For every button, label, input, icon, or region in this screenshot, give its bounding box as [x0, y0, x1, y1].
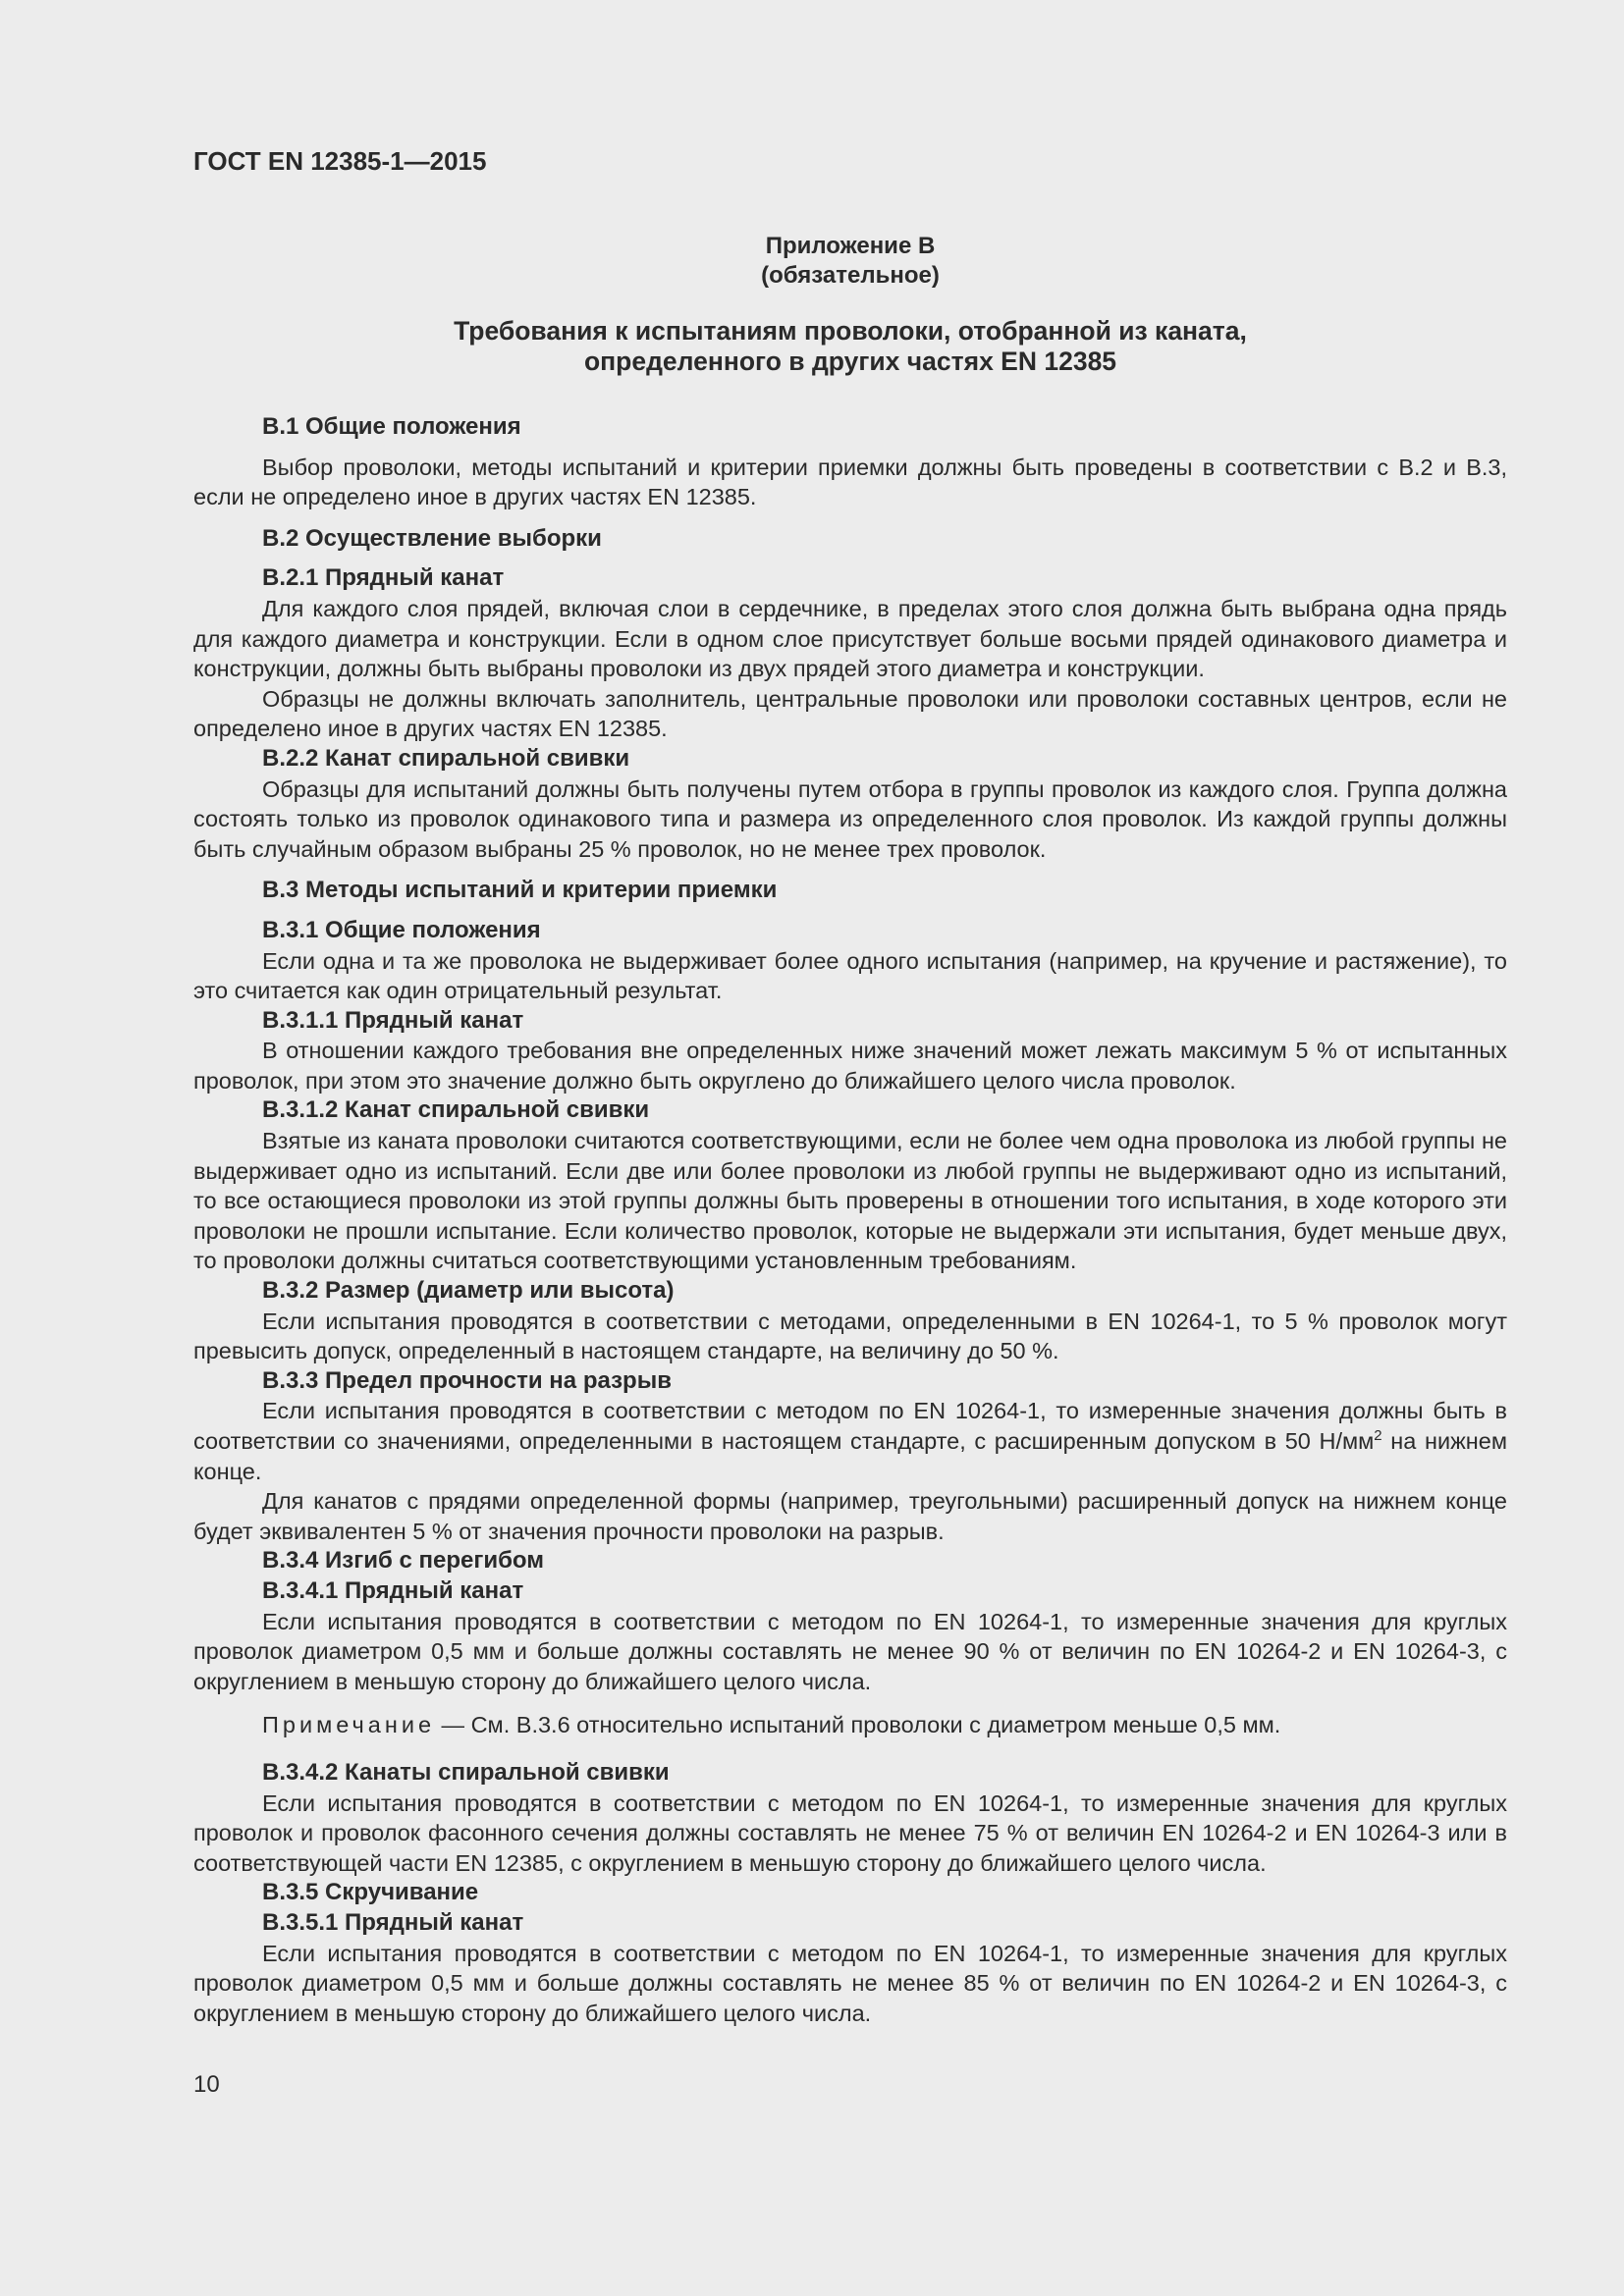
- section-heading-b3-4: В.3.4 Изгиб с перегибом: [262, 1547, 544, 1575]
- superscript-squared: 2: [1374, 1427, 1382, 1445]
- paragraph-b2-1-a: Для каждого слоя прядей, включая слои в сердечнике, в пределах этого слоя должна быть выбрана одна прядь для каждого диаметра и конструкции. Если в одном слое присутствует больше восьми прядей одинакового диаметра и конструкции, должны быть выбраны проволоки из двух прядей этого диаметра и конструкции.: [193, 595, 1507, 682]
- paragraph-b3-3-a-text: Если испытания проводятся в соответствии с методом по EN 10264-1, то измеренные значения должны быть в соответствии со значениями, определенными в настоящем стандарте, с расширенным допуском в 50 Н/мм: [193, 1398, 1507, 1454]
- section-heading-b2-1: В.2.1 Прядный канат: [262, 564, 505, 592]
- paragraph-b3-5-1: Если испытания проводятся в соответствии с методом по EN 10264-1, то измеренные значения для круглых проволок диаметром 0,5 мм и больше должны составлять не менее 85 % от величин по EN 10264-2 и EN 10264-3, с округлением в меньшую сторону до ближайшего целого числа.: [193, 1940, 1507, 2026]
- note-label: Примечание: [262, 1712, 436, 1738]
- paragraph-b3-2: Если испытания проводятся в соответствии с методами, определенными в EN 10264-1, то 5 % проволок могут превысить допуск, определенный в настоящем стандарте, на величину до 50 %.: [193, 1308, 1507, 1364]
- note-text: — См. В.3.6 относительно испытаний проволоки с диаметром меньше 0,5 мм.: [435, 1712, 1281, 1738]
- paragraph-b3-4-1: Если испытания проводятся в соответствии с методом по EN 10264-1, то измеренные значения для круглых проволок диаметром 0,5 мм и больше должны составлять не менее 90 % от величин по EN 10264-2 и EN 10264-3, с округлением в меньшую сторону до ближайшего целого числа.: [193, 1608, 1507, 1694]
- paragraph-b3-3-a: [193, 1396, 1507, 1486]
- section-heading-b3-4-2: В.3.4.2 Канаты спиральной свивки: [262, 1758, 670, 1786]
- annex-heading: [193, 232, 1507, 291]
- paragraph-b3-1: Если одна и та же проволока не выдерживает более одного испытания (например, на кручение и растяжение), то это считается как один отрицательный результат.: [193, 947, 1507, 1004]
- annex-title-line-1: Требования к испытаниям проволоки, отобранной из каната,: [454, 316, 1247, 346]
- section-heading-b2: В.2 Осуществление выборки: [262, 524, 602, 552]
- section-heading-b3-4-1: В.3.4.1 Прядный канат: [262, 1576, 524, 1604]
- section-heading-b3-1-1: В.3.1.1 Прядный канат: [262, 1006, 524, 1034]
- section-heading-b3-2: В.3.2 Размер (диаметр или высота): [262, 1277, 675, 1305]
- document-identifier: ГОСТ EN 12385-1—2015: [193, 146, 487, 176]
- page-number: 10: [193, 2071, 220, 2098]
- paragraph-b3-4-2: Если испытания проводятся в соответствии с методом по EN 10264-1, то измеренные значения для круглых проволок и проволок фасонного сечения должны составлять не менее 75 % от величин EN 10264-2 и EN 10264-3 или в соответствующей части EN 12385, с округлением в меньшую сторону до ближайшего целого числа.: [193, 1789, 1507, 1876]
- document-page: [193, 145, 1507, 2028]
- paragraph-b1: Выбор проволоки, методы испытаний и критерии приемки должны быть проведены в соответствии с В.2 и В.3, если не определено иное в других частях EN 12385.: [193, 454, 1507, 510]
- section-heading-b1: В.1 Общие положения: [262, 413, 521, 440]
- section-heading-b2-2: В.2.2 Канат спиральной свивки: [262, 744, 630, 772]
- paragraph-b3-1-2: Взятые из каната проволоки считаются соответствующими, если не более чем одна проволока из любой группы не выдерживает одно из испытаний. Если две или более проволоки из любой группы не выдерживают одно из испытаний, то все остающиеся проволоки из этой группы должны быть проверены в отношении того испытания, в ходе которого эти проволоки не прошли испытание. Если количество проволок, которые не выдержали эти испытания, будет меньше двух, то проволоки должны считаться соответствующими установленным требованиям.: [193, 1128, 1507, 1274]
- paragraph-b3-3-a-tail: на нижнем конце.: [193, 1428, 1507, 1484]
- annex-title-line-2: определенного в других частях EN 12385: [583, 347, 1117, 376]
- annex-label: Приложение В: [765, 233, 936, 259]
- section-heading-b3: В.3 Методы испытаний и критерии приемки: [262, 877, 778, 904]
- paragraph-b2-1-b: Образцы не должны включать заполнитель, центральные проволоки или проволоки составных центров, если не определено иное в других частях EN 12385.: [193, 685, 1507, 742]
- section-heading-b3-5: В.3.5 Скручивание: [262, 1879, 479, 1906]
- note: [193, 1710, 1507, 1740]
- paragraph-b2-2: Образцы для испытаний должны быть получены путем отбора в группы проволок из каждого слоя. Группа должна состоять только из проволок одинакового типа и размера из определенного слоя проволок. Из каждой группы должны быть случайным образом выбраны 25 % проволок, но не менее трех проволок.: [193, 775, 1507, 862]
- annex-title: [193, 316, 1507, 377]
- section-heading-b3-1: В.3.1 Общие положения: [262, 916, 541, 943]
- paragraph-b3-1-1: В отношении каждого требования вне определенных ниже значений может лежать максимум 5 % от испытанных проволок, при этом это значение должно быть округлено до ближайшего целого числа проволок.: [193, 1038, 1507, 1094]
- annex-status: (обязательное): [761, 262, 940, 289]
- paragraph-b3-3-b: Для канатов с прядями определенной формы (например, треугольными) расширенный допуск на нижнем конце будет эквивалентен 5 % от значения прочности проволоки на разрыв.: [193, 1488, 1507, 1544]
- section-heading-b3-3: В.3.3 Предел прочности на разрыв: [262, 1366, 672, 1394]
- section-heading-b3-1-2: В.3.1.2 Канат спиральной свивки: [262, 1096, 650, 1124]
- section-heading-b3-5-1: В.3.5.1 Прядный канат: [262, 1908, 524, 1936]
